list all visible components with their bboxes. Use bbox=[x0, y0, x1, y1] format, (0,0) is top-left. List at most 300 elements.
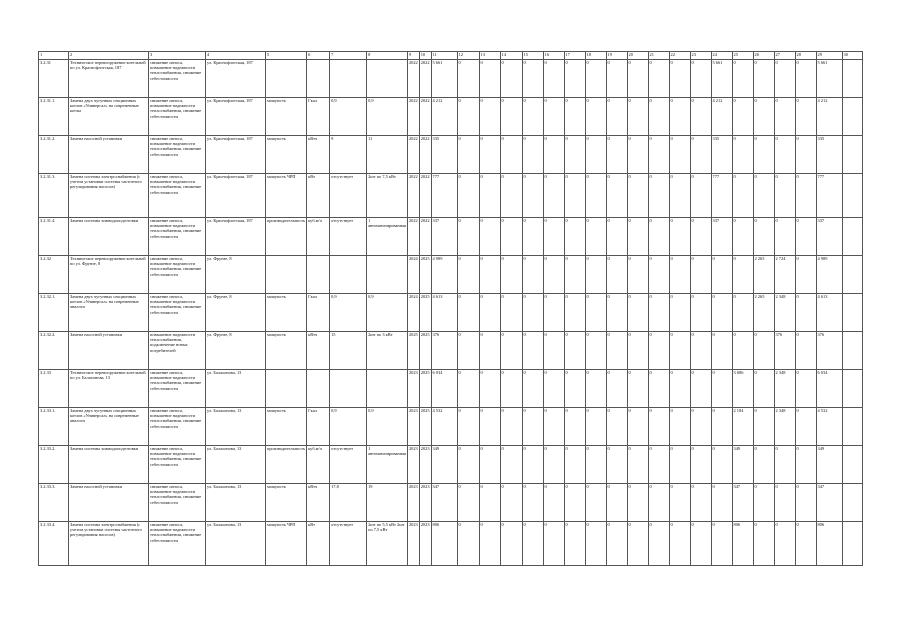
table-cell: 0 bbox=[753, 446, 774, 484]
table-cell: 11 bbox=[367, 136, 408, 174]
table-cell: 0 bbox=[690, 446, 711, 484]
table-cell: 0 bbox=[711, 370, 732, 408]
table-cell: ул. Краснофлотская, 187 bbox=[206, 136, 266, 174]
table-cell: 0 bbox=[753, 484, 774, 522]
table-cell: 0 bbox=[479, 98, 500, 136]
table-cell: 0 bbox=[522, 174, 543, 218]
table-cell: 2025 bbox=[419, 256, 431, 294]
table-cell: 0 bbox=[543, 294, 564, 332]
table-cell: ул. Балахонова, 13 bbox=[206, 484, 266, 522]
table-cell: 2025 bbox=[419, 370, 431, 408]
table-cell: 0 bbox=[627, 174, 648, 218]
table-cell bbox=[842, 60, 862, 98]
table-cell: 0 bbox=[648, 98, 669, 136]
table-cell: 2023 bbox=[407, 370, 419, 408]
table-cell: 0 bbox=[669, 484, 690, 522]
table-cell: ул. Балахонова, 13 bbox=[206, 408, 266, 446]
table-cell: 0 bbox=[500, 256, 522, 294]
table-cell: 2025 bbox=[407, 332, 419, 370]
table-row bbox=[39, 174, 863, 218]
column-number: 5 bbox=[266, 52, 307, 60]
table-cell: 0 bbox=[479, 294, 500, 332]
table-cell: 0 bbox=[457, 256, 479, 294]
table-cell: 0 bbox=[479, 522, 500, 566]
table-cell: 0 bbox=[543, 60, 564, 98]
table-cell: снижение износа, повышение надежности теплоснабжения, снижение себестоимости bbox=[149, 256, 206, 294]
table-cell: 0 bbox=[522, 294, 543, 332]
table-cell: снижение износа, повышение надежности теплоснабжения, снижение себестоимости bbox=[149, 136, 206, 174]
table-cell: 0 bbox=[627, 60, 648, 98]
table-cell: 0 bbox=[774, 174, 795, 218]
table-cell: 0 bbox=[479, 218, 500, 256]
table-row bbox=[39, 218, 863, 256]
table-cell: 0 bbox=[648, 370, 669, 408]
table-cell: 15 bbox=[330, 332, 367, 370]
table-cell: 0 bbox=[500, 408, 522, 446]
table-cell: 0 bbox=[774, 446, 795, 484]
table-cell: 2022 bbox=[407, 218, 419, 256]
table-cell: Гкал bbox=[307, 294, 330, 332]
table-cell bbox=[842, 446, 862, 484]
table-cell bbox=[842, 332, 862, 370]
table-cell: 0 bbox=[648, 408, 669, 446]
table-cell: 0 bbox=[479, 136, 500, 174]
table-cell: 0 bbox=[585, 484, 606, 522]
table-row bbox=[39, 484, 863, 522]
table-cell: 0 bbox=[522, 218, 543, 256]
table-cell bbox=[330, 256, 367, 294]
table-cell: 0 bbox=[732, 332, 753, 370]
table-cell: 0 bbox=[564, 332, 585, 370]
table-cell: 0 bbox=[543, 484, 564, 522]
column-number: 7 bbox=[330, 52, 367, 60]
table-cell: 0 bbox=[564, 370, 585, 408]
table-cell: 0 bbox=[627, 256, 648, 294]
table-cell: 0 bbox=[564, 60, 585, 98]
table-cell: 337 bbox=[816, 218, 842, 256]
table-cell: 0 bbox=[585, 60, 606, 98]
table-cell: 19 bbox=[367, 484, 408, 522]
table-cell: 0 bbox=[585, 136, 606, 174]
table-cell: 5 661 bbox=[816, 60, 842, 98]
table-cell: 2023 bbox=[419, 484, 431, 522]
table-cell: 0 bbox=[500, 446, 522, 484]
table-cell: Замена системы химводоподготовки bbox=[69, 446, 149, 484]
table-cell: ул. Балахонова, 13 bbox=[206, 446, 266, 484]
table-cell: 0 bbox=[585, 256, 606, 294]
table-cell: снижение износа, повышение надежности теплоснабжения, снижение себестоимости bbox=[149, 174, 206, 218]
table-cell: ул. Фрунзе, 8 bbox=[206, 294, 266, 332]
table-cell: 0 bbox=[753, 98, 774, 136]
table-cell: 0 bbox=[711, 332, 732, 370]
table-cell: 0 bbox=[479, 370, 500, 408]
table-row bbox=[39, 136, 863, 174]
table-cell: 0 bbox=[774, 60, 795, 98]
table-cell: 0,9 bbox=[367, 294, 408, 332]
table-cell: 806 bbox=[732, 522, 753, 566]
table-cell: 806 bbox=[431, 522, 457, 566]
table-cell: 0 bbox=[522, 256, 543, 294]
table-cell: кВт bbox=[307, 522, 330, 566]
table-cell: 0 bbox=[543, 256, 564, 294]
column-number-row bbox=[39, 52, 863, 60]
table-cell: 0 bbox=[753, 522, 774, 566]
table-cell: 0 bbox=[648, 332, 669, 370]
table-cell: Техническое перевооружение котельной по ул. Фрунзе, 8 bbox=[69, 256, 149, 294]
table-cell: 0 bbox=[522, 332, 543, 370]
table-cell: 0 bbox=[585, 370, 606, 408]
table-cell: Техническое перевооружение котельной по ул. Балахонова, 13 bbox=[69, 370, 149, 408]
table-cell: 0 bbox=[669, 174, 690, 218]
table-cell: 0 bbox=[564, 174, 585, 218]
table-cell: ул. Краснофлотская, 187 bbox=[206, 218, 266, 256]
table-cell bbox=[330, 370, 367, 408]
table-cell: Замена системы электроснабжения (с учетом установки системы частотного регулирования насосов) bbox=[69, 174, 149, 218]
table-cell: Замена насосной установки bbox=[69, 484, 149, 522]
table-cell: 0 bbox=[500, 60, 522, 98]
table-cell: 0 bbox=[669, 60, 690, 98]
table-cell: 0 bbox=[795, 256, 816, 294]
table-cell: снижение износа, повышение надежности теплоснабжения, снижение себестоимости bbox=[149, 294, 206, 332]
table-cell: мощность bbox=[266, 408, 307, 446]
table-cell: 0 bbox=[564, 218, 585, 256]
table-cell: 2025 bbox=[419, 408, 431, 446]
table-cell: 337 bbox=[431, 218, 457, 256]
column-number: 13 bbox=[479, 52, 500, 60]
table-cell: 2024 bbox=[407, 294, 419, 332]
table-cell bbox=[330, 60, 367, 98]
table-cell: 2 348 bbox=[774, 408, 795, 446]
table-cell: 0 bbox=[669, 294, 690, 332]
table-cell: 0 bbox=[606, 256, 627, 294]
table-cell: 0 bbox=[585, 332, 606, 370]
column-number: 27 bbox=[774, 52, 795, 60]
table-cell: Замена насосной установки bbox=[69, 136, 149, 174]
table-cell: 0 bbox=[457, 60, 479, 98]
table-cell: 0 bbox=[606, 174, 627, 218]
table-cell: 2022 bbox=[419, 218, 431, 256]
table-cell bbox=[842, 408, 862, 446]
table-cell bbox=[367, 370, 408, 408]
table-cell: 0 bbox=[732, 98, 753, 136]
table-cell: 0 bbox=[585, 174, 606, 218]
table-cell: 0 bbox=[543, 136, 564, 174]
table-cell: 0 bbox=[627, 332, 648, 370]
table-cell: 0 bbox=[690, 60, 711, 98]
column-number: 8 bbox=[367, 52, 408, 60]
column-number: 26 bbox=[753, 52, 774, 60]
table-cell: 0 bbox=[543, 370, 564, 408]
table-cell: 0 bbox=[753, 174, 774, 218]
table-cell: 0 bbox=[711, 484, 732, 522]
table-cell: 0 bbox=[627, 370, 648, 408]
table-cell: 349 bbox=[732, 446, 753, 484]
table-cell: 376 bbox=[431, 332, 457, 370]
table-cell: 0 bbox=[690, 174, 711, 218]
column-number: 20 bbox=[627, 52, 648, 60]
table-cell: 0 bbox=[627, 522, 648, 566]
table-cell: 0 bbox=[648, 256, 669, 294]
column-number: 10 bbox=[419, 52, 431, 60]
table-cell: 0 bbox=[522, 484, 543, 522]
table-cell: 6 034 bbox=[816, 370, 842, 408]
table-row bbox=[39, 408, 863, 446]
table-cell: 0 bbox=[648, 522, 669, 566]
table-cell: 0 bbox=[543, 522, 564, 566]
table-cell: 335 bbox=[711, 136, 732, 174]
table-cell: 0 bbox=[753, 332, 774, 370]
table-cell: 0 bbox=[648, 218, 669, 256]
table-cell: 0 bbox=[627, 408, 648, 446]
table-cell: 0 bbox=[606, 294, 627, 332]
table-cell: 0 bbox=[564, 294, 585, 332]
table-cell: 337 bbox=[711, 218, 732, 256]
table-cell: 0 bbox=[543, 174, 564, 218]
table-cell: 777 bbox=[816, 174, 842, 218]
column-number: 9 bbox=[407, 52, 419, 60]
table-cell: 2шт по 3 кВт bbox=[367, 332, 408, 370]
table-cell bbox=[367, 256, 408, 294]
table-cell: 0 bbox=[543, 332, 564, 370]
investment-table bbox=[38, 51, 863, 566]
table-cell: 0 bbox=[753, 136, 774, 174]
table-row bbox=[39, 370, 863, 408]
column-number: 18 bbox=[585, 52, 606, 60]
table-cell: ул. Краснофлотская, 187 bbox=[206, 98, 266, 136]
table-cell: 0 bbox=[732, 218, 753, 256]
table-cell: 0 bbox=[500, 484, 522, 522]
table-cell: 3.2.31.4. bbox=[39, 218, 69, 256]
table-cell: ул. Балахонова, 13 bbox=[206, 522, 266, 566]
table-cell: 0 bbox=[500, 136, 522, 174]
table-cell: 0 bbox=[606, 370, 627, 408]
table-cell bbox=[266, 256, 307, 294]
table-cell: отсутствует bbox=[330, 446, 367, 484]
table-cell: 0 bbox=[522, 370, 543, 408]
table-cell: 0 bbox=[795, 370, 816, 408]
table-cell: 2023 bbox=[407, 484, 419, 522]
table-cell: 0,9 bbox=[367, 408, 408, 446]
table-cell: 0 bbox=[732, 294, 753, 332]
table-cell: 0 bbox=[627, 98, 648, 136]
table-cell: 4 532 bbox=[816, 408, 842, 446]
table-cell: 3 686 bbox=[732, 370, 753, 408]
column-number: 21 bbox=[648, 52, 669, 60]
table-cell: Замена системы электроснабжения (с учетом установки системы частотного регулирования насосов) bbox=[69, 522, 149, 566]
column-number: 16 bbox=[543, 52, 564, 60]
table-cell: 2 348 bbox=[774, 370, 795, 408]
table-cell: 0 bbox=[627, 294, 648, 332]
table-cell: 0 bbox=[795, 522, 816, 566]
table-cell: 3.2.32.1. bbox=[39, 294, 69, 332]
table-cell: 0 bbox=[795, 484, 816, 522]
table-cell: 2 184 bbox=[732, 408, 753, 446]
table-cell: ул. Балахонова, 13 bbox=[206, 370, 266, 408]
table-cell: 0,9 bbox=[330, 408, 367, 446]
table-cell: 2023 bbox=[419, 522, 431, 566]
table-cell: 2025 bbox=[419, 294, 431, 332]
table-cell: 0 bbox=[564, 484, 585, 522]
table-cell bbox=[842, 98, 862, 136]
table-cell: 0 bbox=[457, 174, 479, 218]
column-number: 24 bbox=[711, 52, 732, 60]
column-number: 19 bbox=[606, 52, 627, 60]
table-cell: 0 bbox=[585, 98, 606, 136]
table-cell: 0 bbox=[606, 446, 627, 484]
table-cell: 0 bbox=[500, 522, 522, 566]
table-cell: 0 bbox=[522, 408, 543, 446]
table-cell: 0 bbox=[669, 408, 690, 446]
column-number: 12 bbox=[457, 52, 479, 60]
column-number: 15 bbox=[522, 52, 543, 60]
table-cell: 0 bbox=[669, 98, 690, 136]
table-cell: ул. Краснофлотская, 187 bbox=[206, 174, 266, 218]
table-cell: 2 265 bbox=[753, 294, 774, 332]
table-cell: 0 bbox=[543, 446, 564, 484]
table-cell: 0 bbox=[627, 136, 648, 174]
table-cell bbox=[842, 218, 862, 256]
table-row bbox=[39, 256, 863, 294]
table-cell: 5 661 bbox=[711, 60, 732, 98]
table-cell: 2022 bbox=[419, 98, 431, 136]
table-cell: 2022 bbox=[419, 174, 431, 218]
table-cell: 376 bbox=[774, 332, 795, 370]
table-cell: 0 bbox=[606, 408, 627, 446]
table-cell: 3.2.32.2. bbox=[39, 332, 69, 370]
table-cell: 0 bbox=[457, 484, 479, 522]
column-number: 22 bbox=[669, 52, 690, 60]
table-cell: повышение надежности теплоснабжения, подключение новых потребителей bbox=[149, 332, 206, 370]
table-cell: 4 212 bbox=[816, 98, 842, 136]
table-body bbox=[39, 52, 863, 566]
table-cell: 0 bbox=[564, 446, 585, 484]
table-cell: 0 bbox=[753, 370, 774, 408]
table-cell: 0 bbox=[648, 174, 669, 218]
table-cell: Замена системы химводоподготовки bbox=[69, 218, 149, 256]
table-cell: 0 bbox=[669, 332, 690, 370]
table-cell: 4 212 bbox=[431, 98, 457, 136]
table-cell: 0 bbox=[522, 136, 543, 174]
table-cell: 2023 bbox=[407, 446, 419, 484]
table-cell: 0 bbox=[585, 218, 606, 256]
table-cell: 0 bbox=[457, 294, 479, 332]
table-cell: 0 bbox=[690, 218, 711, 256]
table-row bbox=[39, 98, 863, 136]
column-number: 30 bbox=[842, 52, 862, 60]
table-cell: снижение износа, повышение надежности теплоснабжения, снижение себестоимости bbox=[149, 408, 206, 446]
table-cell: 3.2.32 bbox=[39, 256, 69, 294]
table-cell: 2 348 bbox=[774, 294, 795, 332]
table-cell: 0 bbox=[606, 60, 627, 98]
table-cell: 2 265 bbox=[753, 256, 774, 294]
table-cell: ул. Фрунзе, 8 bbox=[206, 332, 266, 370]
table-cell: Замена двух чугунных секционных котлов «Универсал» на современные аналоги bbox=[69, 294, 149, 332]
table-cell: 0,9 bbox=[330, 98, 367, 136]
table-cell bbox=[307, 370, 330, 408]
table-cell: отсутствует bbox=[330, 174, 367, 218]
table-cell: Техническое перевооружение котельной по ул. Краснофлотская, 187 bbox=[69, 60, 149, 98]
table-cell: снижение износа, повышение надежности теплоснабжения, снижение себестоимости bbox=[149, 522, 206, 566]
table-cell: 0 bbox=[669, 136, 690, 174]
table-cell: 0 bbox=[564, 98, 585, 136]
table-cell bbox=[307, 60, 330, 98]
table-cell: 0 bbox=[543, 98, 564, 136]
table-cell: 0 bbox=[479, 446, 500, 484]
table-cell: 335 bbox=[816, 136, 842, 174]
table-cell: 0 bbox=[564, 522, 585, 566]
table-cell: мощность bbox=[266, 136, 307, 174]
table-cell: 0 bbox=[585, 408, 606, 446]
table-cell: 9 bbox=[330, 136, 367, 174]
table-cell bbox=[266, 60, 307, 98]
table-cell: 0 bbox=[711, 256, 732, 294]
table-cell: 777 bbox=[711, 174, 732, 218]
table-cell: 0 bbox=[753, 218, 774, 256]
table-cell: 17,8 bbox=[330, 484, 367, 522]
column-number: 1 bbox=[39, 52, 69, 60]
table-cell: 4 613 bbox=[816, 294, 842, 332]
table-cell: 777 bbox=[431, 174, 457, 218]
table-cell: 1 автоматизированная bbox=[367, 218, 408, 256]
table-cell: 0 bbox=[500, 370, 522, 408]
table-cell: 0 bbox=[795, 332, 816, 370]
table-cell: Замена насосной установки bbox=[69, 332, 149, 370]
table-cell: 0 bbox=[690, 294, 711, 332]
table-cell: 0 bbox=[711, 446, 732, 484]
table-cell: 2022 bbox=[407, 136, 419, 174]
table-cell: 0 bbox=[795, 98, 816, 136]
table-cell: 0 bbox=[522, 60, 543, 98]
table-cell: 4 989 bbox=[816, 256, 842, 294]
table-cell: 0 bbox=[690, 136, 711, 174]
table-cell: Гкал bbox=[307, 98, 330, 136]
table-cell: 0 bbox=[774, 136, 795, 174]
table-cell: 2022 bbox=[419, 136, 431, 174]
table-cell: 0 bbox=[457, 332, 479, 370]
table-cell: 0 bbox=[479, 332, 500, 370]
table-cell: 0 bbox=[732, 60, 753, 98]
column-number: 11 bbox=[431, 52, 457, 60]
table-cell: 0 bbox=[564, 136, 585, 174]
table-cell: 0 bbox=[795, 136, 816, 174]
table-cell: 0 bbox=[500, 98, 522, 136]
table-cell: 5 661 bbox=[431, 60, 457, 98]
table-cell: 0 bbox=[648, 446, 669, 484]
table-cell: 3.2.31.3. bbox=[39, 174, 69, 218]
column-number: 6 bbox=[307, 52, 330, 60]
table-cell: 347 bbox=[431, 484, 457, 522]
table-cell bbox=[842, 174, 862, 218]
table-cell: 0 bbox=[606, 484, 627, 522]
table-cell bbox=[842, 136, 862, 174]
table-row bbox=[39, 332, 863, 370]
table-cell: 806 bbox=[816, 522, 842, 566]
table-cell: 3.2.33.1. bbox=[39, 408, 69, 446]
table-cell: 3.2.33.3. bbox=[39, 484, 69, 522]
table-cell: 3.2.31.1. bbox=[39, 98, 69, 136]
table-cell: 0,9 bbox=[330, 294, 367, 332]
table-cell: 0 bbox=[669, 446, 690, 484]
table-cell: кВтч bbox=[307, 332, 330, 370]
table-cell: Замена двух чугунных секционных котлов «Универсал» на современные котлы bbox=[69, 98, 149, 136]
table-cell: 0 bbox=[457, 446, 479, 484]
table-cell: мощность bbox=[266, 98, 307, 136]
table-cell: 3.2.31 bbox=[39, 60, 69, 98]
table-cell: мощность bbox=[266, 332, 307, 370]
table-cell: 0 bbox=[690, 370, 711, 408]
column-number: 14 bbox=[500, 52, 522, 60]
table-cell: отсутствует bbox=[330, 218, 367, 256]
